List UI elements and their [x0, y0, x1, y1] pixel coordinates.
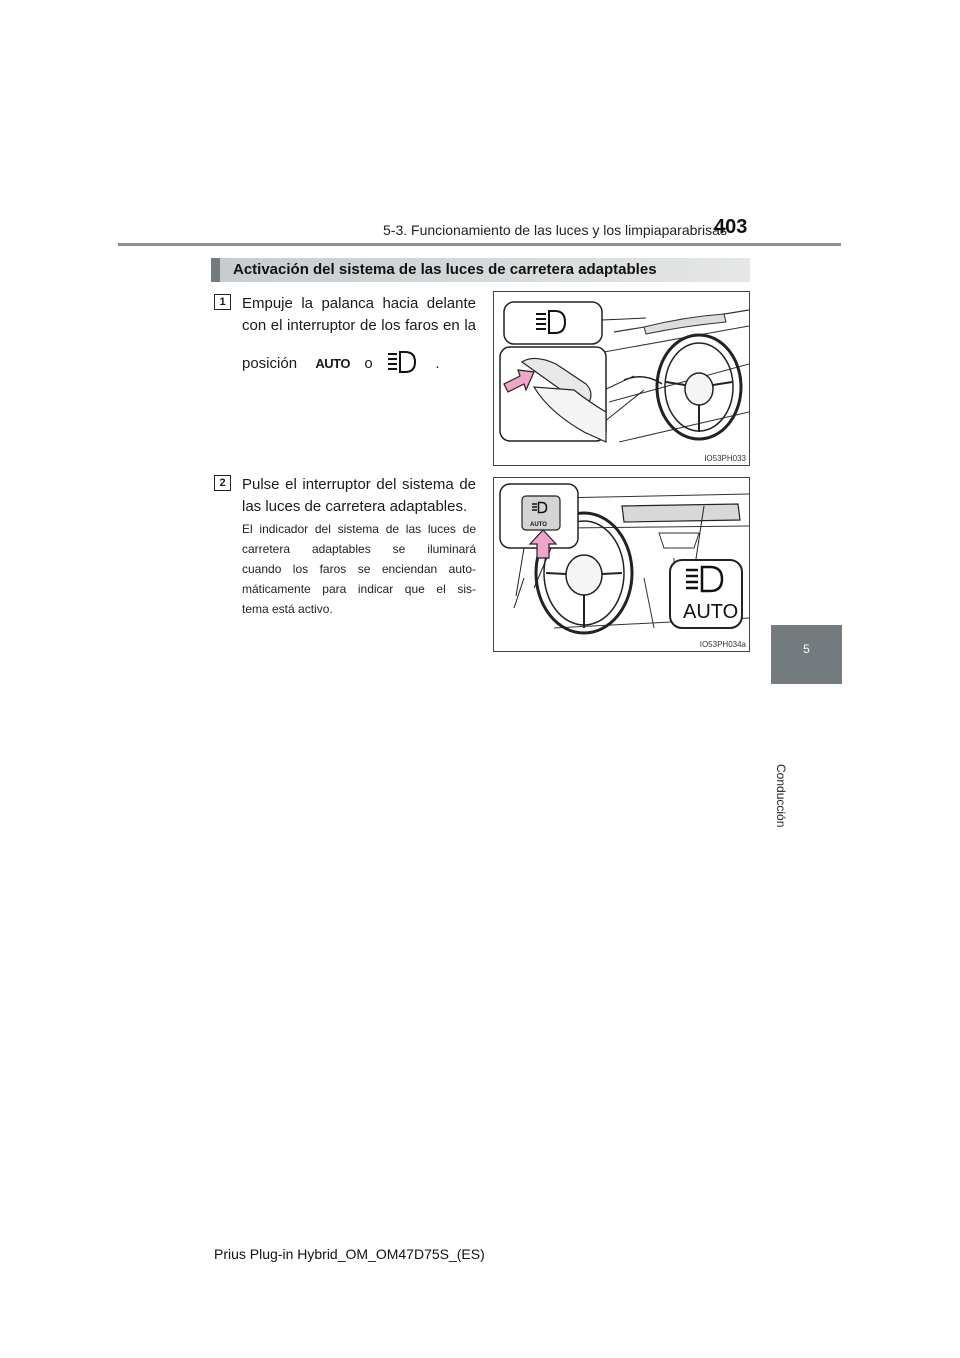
chapter-tab-label	[774, 692, 806, 828]
step-1-position-word: posición	[242, 355, 298, 372]
step-1-number: 1	[214, 294, 231, 310]
figure-1-code: IO53PH033	[704, 454, 746, 463]
section-heading	[211, 258, 750, 282]
note-line-1: El indicador del sistema de las luces de	[242, 522, 476, 536]
step-2-line-2: las luces de carretera adaptables.	[242, 498, 468, 515]
step-1-line-1: Empuje la palanca hacia delante	[242, 295, 476, 312]
dashboard-illustration	[494, 478, 749, 651]
lever-illustration	[494, 292, 749, 465]
step-2-note	[242, 519, 476, 619]
auto-symbol-inline: AUTO	[315, 356, 350, 371]
step-2-line-1: Pulse el interruptor del sistema de	[242, 476, 476, 493]
chapter-tab-label-text: Conducción	[774, 764, 788, 828]
footer-document-id: Prius Plug-in Hybrid_OM_OM47D75S_(ES)	[214, 1246, 485, 1262]
step-1-period: .	[435, 355, 440, 372]
note-line-3: cuando los faros se enciendan auto-	[242, 562, 476, 576]
page-number: 403	[714, 216, 748, 238]
figure-lever-push	[493, 291, 750, 466]
step-1-line-3	[242, 350, 476, 375]
step-2-text	[242, 474, 476, 518]
step-1-or: o	[364, 355, 373, 372]
step-1-line-2: con el interruptor de los faros en la	[242, 317, 476, 334]
big-auto-label: AUTO	[683, 601, 739, 623]
note-line-5: tema está activo.	[242, 602, 333, 616]
section-heading-text: Activación del sistema de las luces de carretera adaptables	[233, 261, 657, 278]
figure-2-code: IO53PH034a	[699, 640, 746, 649]
small-auto-label: AUTO	[530, 522, 547, 528]
note-line-4: máticamente para indicar que el sis-	[242, 582, 476, 596]
step-1-text	[242, 293, 476, 375]
figure-switch-push	[493, 477, 750, 652]
header-divider	[118, 243, 841, 246]
note-line-2: carretera adaptables se iluminará	[242, 542, 476, 556]
step-2-number: 2	[214, 475, 231, 491]
chapter-tab-number: 5	[803, 642, 810, 656]
header-section-title: 5-3. Funcionamiento de las luces y los limpiaparabrisas	[383, 222, 727, 238]
high-beam-icon	[387, 350, 417, 374]
